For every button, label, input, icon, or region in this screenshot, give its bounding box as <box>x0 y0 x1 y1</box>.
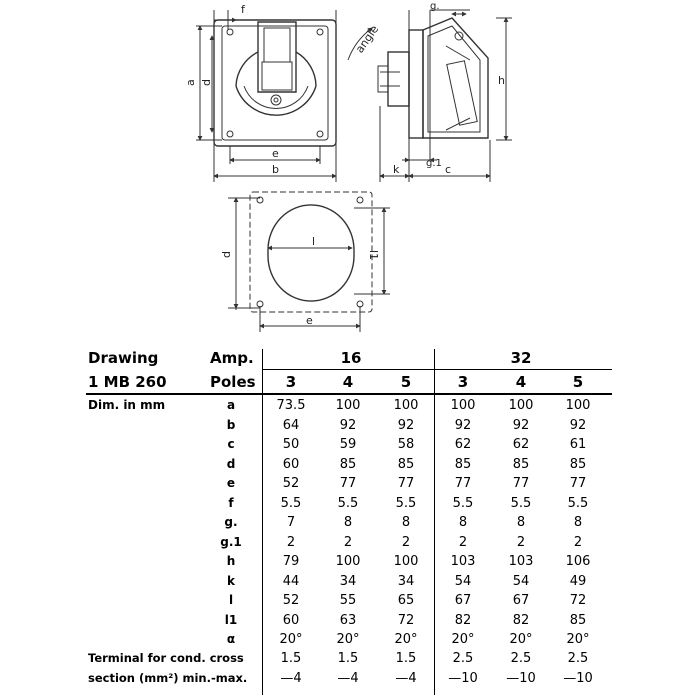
dim-value-cell: 77 <box>454 476 472 491</box>
dim-value-cell: 20° <box>394 632 418 647</box>
terminal-label-line2: section (mm²) min.-max. <box>88 671 248 685</box>
amp-32-header: 32 <box>510 349 532 367</box>
dim-value-cell: 20° <box>451 632 475 647</box>
dim-value-cell: 103 <box>508 554 534 569</box>
label-d-cutout: d <box>220 251 233 258</box>
dim-label: α <box>226 632 236 646</box>
dim-value-cell: 60 <box>282 456 300 472</box>
dim-label: b <box>226 417 236 432</box>
dim-value-cell: 8 <box>573 515 583 530</box>
dim-value-cell: 82 <box>454 612 472 628</box>
dim-value-cell: 5.5 <box>452 495 474 511</box>
label-a: a <box>184 79 197 86</box>
dim-value-cell: 72 <box>397 612 415 628</box>
dim-label: h <box>226 554 236 568</box>
dim-value-cell: 2 <box>573 534 583 550</box>
terminal-min-cell: 1.5 <box>337 651 359 666</box>
dim-value-cell: 85 <box>512 456 530 472</box>
dim-label: f <box>228 495 234 510</box>
drawing-label: Drawing <box>88 349 159 367</box>
dim-value-cell: 72 <box>569 593 587 608</box>
technical-drawings <box>0 0 700 340</box>
dim-label: k <box>227 573 235 588</box>
amp-label: Amp. <box>210 349 254 367</box>
model-label: 1 MB 260 <box>88 373 167 391</box>
terminal-max-cell: —10 <box>563 671 593 686</box>
terminal-min-cell: 2.5 <box>510 651 532 666</box>
dim-value-cell: 54 <box>512 573 530 589</box>
dim-unit-label: Dim. in mm <box>88 398 166 412</box>
dim-value-cell: 20° <box>509 632 533 647</box>
terminal-min-cell: 1.5 <box>280 651 302 666</box>
dim-value-cell: 62 <box>454 437 472 452</box>
label-e-front: e <box>272 147 279 160</box>
dim-label: g.1 <box>220 534 242 549</box>
terminal-label-line1: Terminal for cond. cross <box>88 651 244 665</box>
dim-value-cell: 92 <box>512 417 530 433</box>
dim-value-cell: 64 <box>282 417 300 433</box>
label-f: f <box>241 3 245 16</box>
pole-header: 3 <box>457 373 469 391</box>
label-g1: g.1 <box>426 158 442 169</box>
header-rule <box>86 393 612 395</box>
dim-label: d <box>226 456 236 471</box>
dim-value-cell: 92 <box>339 417 357 433</box>
dim-value-cell: 58 <box>397 437 415 452</box>
terminal-max-cell: —10 <box>448 671 478 686</box>
dim-value-cell: 34 <box>397 573 415 589</box>
label-c: c <box>445 163 452 176</box>
dim-value-cell: 55 <box>339 593 357 608</box>
dim-label: g. <box>224 515 238 529</box>
dim-value-cell: 67 <box>512 593 530 608</box>
dim-value-cell: 63 <box>339 612 357 628</box>
amp-16-header: 16 <box>340 349 362 367</box>
dim-value-cell: 67 <box>454 593 472 608</box>
label-angle: angle <box>353 23 382 56</box>
label-l1: l1 <box>367 250 380 261</box>
front-view-drawing <box>196 10 336 182</box>
dim-value-cell: 77 <box>339 476 357 491</box>
dim-value-cell: 100 <box>450 398 476 413</box>
pole-header: 5 <box>400 373 412 391</box>
dim-value-cell: 34 <box>339 573 357 589</box>
dim-value-cell: 85 <box>397 456 415 472</box>
dim-value-cell: 2 <box>343 534 353 550</box>
label-k: k <box>393 163 400 176</box>
dim-value-cell: 100 <box>393 554 419 569</box>
dim-value-cell: 2 <box>516 534 526 550</box>
dim-value-cell: 44 <box>282 573 300 589</box>
dim-value-cell: 62 <box>512 437 530 452</box>
dim-value-cell: 49 <box>569 573 587 589</box>
dim-value-cell: 60 <box>282 612 300 628</box>
dim-value-cell: 100 <box>393 398 419 413</box>
terminal-max-cell: —4 <box>280 671 302 686</box>
dim-value-cell: 82 <box>512 612 530 628</box>
terminal-max-cell: —10 <box>506 671 536 686</box>
dim-value-cell: 20° <box>566 632 590 647</box>
dim-label: e <box>226 476 236 490</box>
dim-value-cell: 92 <box>454 417 472 433</box>
dim-value-cell: 92 <box>569 417 587 433</box>
dim-value-cell: 5.5 <box>395 495 417 511</box>
terminal-min-cell: 2.5 <box>567 651 589 666</box>
dim-value-cell: 52 <box>282 593 300 608</box>
label-l: l <box>312 235 316 248</box>
pole-header: 4 <box>515 373 527 391</box>
dim-value-cell: 7 <box>286 515 296 530</box>
dim-value-cell: 5.5 <box>510 495 532 511</box>
dim-value-cell: 8 <box>401 515 411 530</box>
dim-value-cell: 85 <box>569 456 587 472</box>
dim-value-cell: 77 <box>512 476 530 491</box>
panel-cutout-drawing <box>228 192 390 332</box>
dim-value-cell: 52 <box>282 476 300 491</box>
dim-value-cell: 65 <box>397 593 415 608</box>
dim-value-cell: 8 <box>458 515 468 530</box>
dim-value-cell: 77 <box>569 476 587 491</box>
dim-value-cell: 106 <box>565 554 591 569</box>
dim-value-cell: 2 <box>458 534 468 550</box>
terminal-min-cell: 1.5 <box>395 651 417 666</box>
label-h: h <box>498 74 505 87</box>
pole-header: 5 <box>572 373 584 391</box>
dim-value-cell: 61 <box>569 437 587 452</box>
label-b: b <box>272 163 279 176</box>
poles-label: Poles <box>210 373 256 391</box>
terminal-max-cell: —4 <box>395 671 417 686</box>
dim-value-cell: 92 <box>397 417 415 433</box>
terminal-max-cell: —4 <box>337 671 359 686</box>
pole-header: 4 <box>342 373 354 391</box>
dim-value-cell: 79 <box>282 554 300 569</box>
dim-value-cell: 85 <box>569 612 587 628</box>
dim-value-cell: 77 <box>397 476 415 491</box>
label-g: g. <box>430 1 440 12</box>
dim-value-cell: 85 <box>454 456 472 472</box>
dim-label: l1 <box>224 612 238 627</box>
dim-value-cell: 5.5 <box>280 495 302 511</box>
dim-value-cell: 20° <box>279 632 303 647</box>
dim-value-cell: 2 <box>286 534 296 550</box>
dim-value-cell: 100 <box>335 398 361 413</box>
dim-label: a <box>226 398 236 412</box>
terminal-min-cell: 2.5 <box>452 651 474 666</box>
amp-rule <box>262 369 612 370</box>
dim-value-cell: 20° <box>336 632 360 647</box>
dim-value-cell: 100 <box>565 398 591 413</box>
dim-label: l <box>228 593 234 607</box>
dim-value-cell: 85 <box>339 456 357 472</box>
dim-value-cell: 8 <box>343 515 353 530</box>
dim-value-cell: 103 <box>450 554 476 569</box>
dim-value-cell: 73.5 <box>276 398 306 413</box>
dim-value-cell: 100 <box>335 554 361 569</box>
dim-value-cell: 5.5 <box>337 495 359 511</box>
pole-header: 3 <box>285 373 297 391</box>
dimension-table <box>0 345 700 700</box>
label-e-cutout: e <box>306 314 313 327</box>
label-d-front: d <box>200 79 213 86</box>
dim-label: c <box>227 437 235 451</box>
dim-value-cell: 8 <box>516 515 526 530</box>
dim-value-cell: 2 <box>401 534 411 550</box>
dim-value-cell: 50 <box>282 437 300 452</box>
dim-value-cell: 54 <box>454 573 472 589</box>
dim-value-cell: 59 <box>339 437 357 452</box>
dim-value-cell: 5.5 <box>567 495 589 511</box>
dim-value-cell: 100 <box>508 398 534 413</box>
